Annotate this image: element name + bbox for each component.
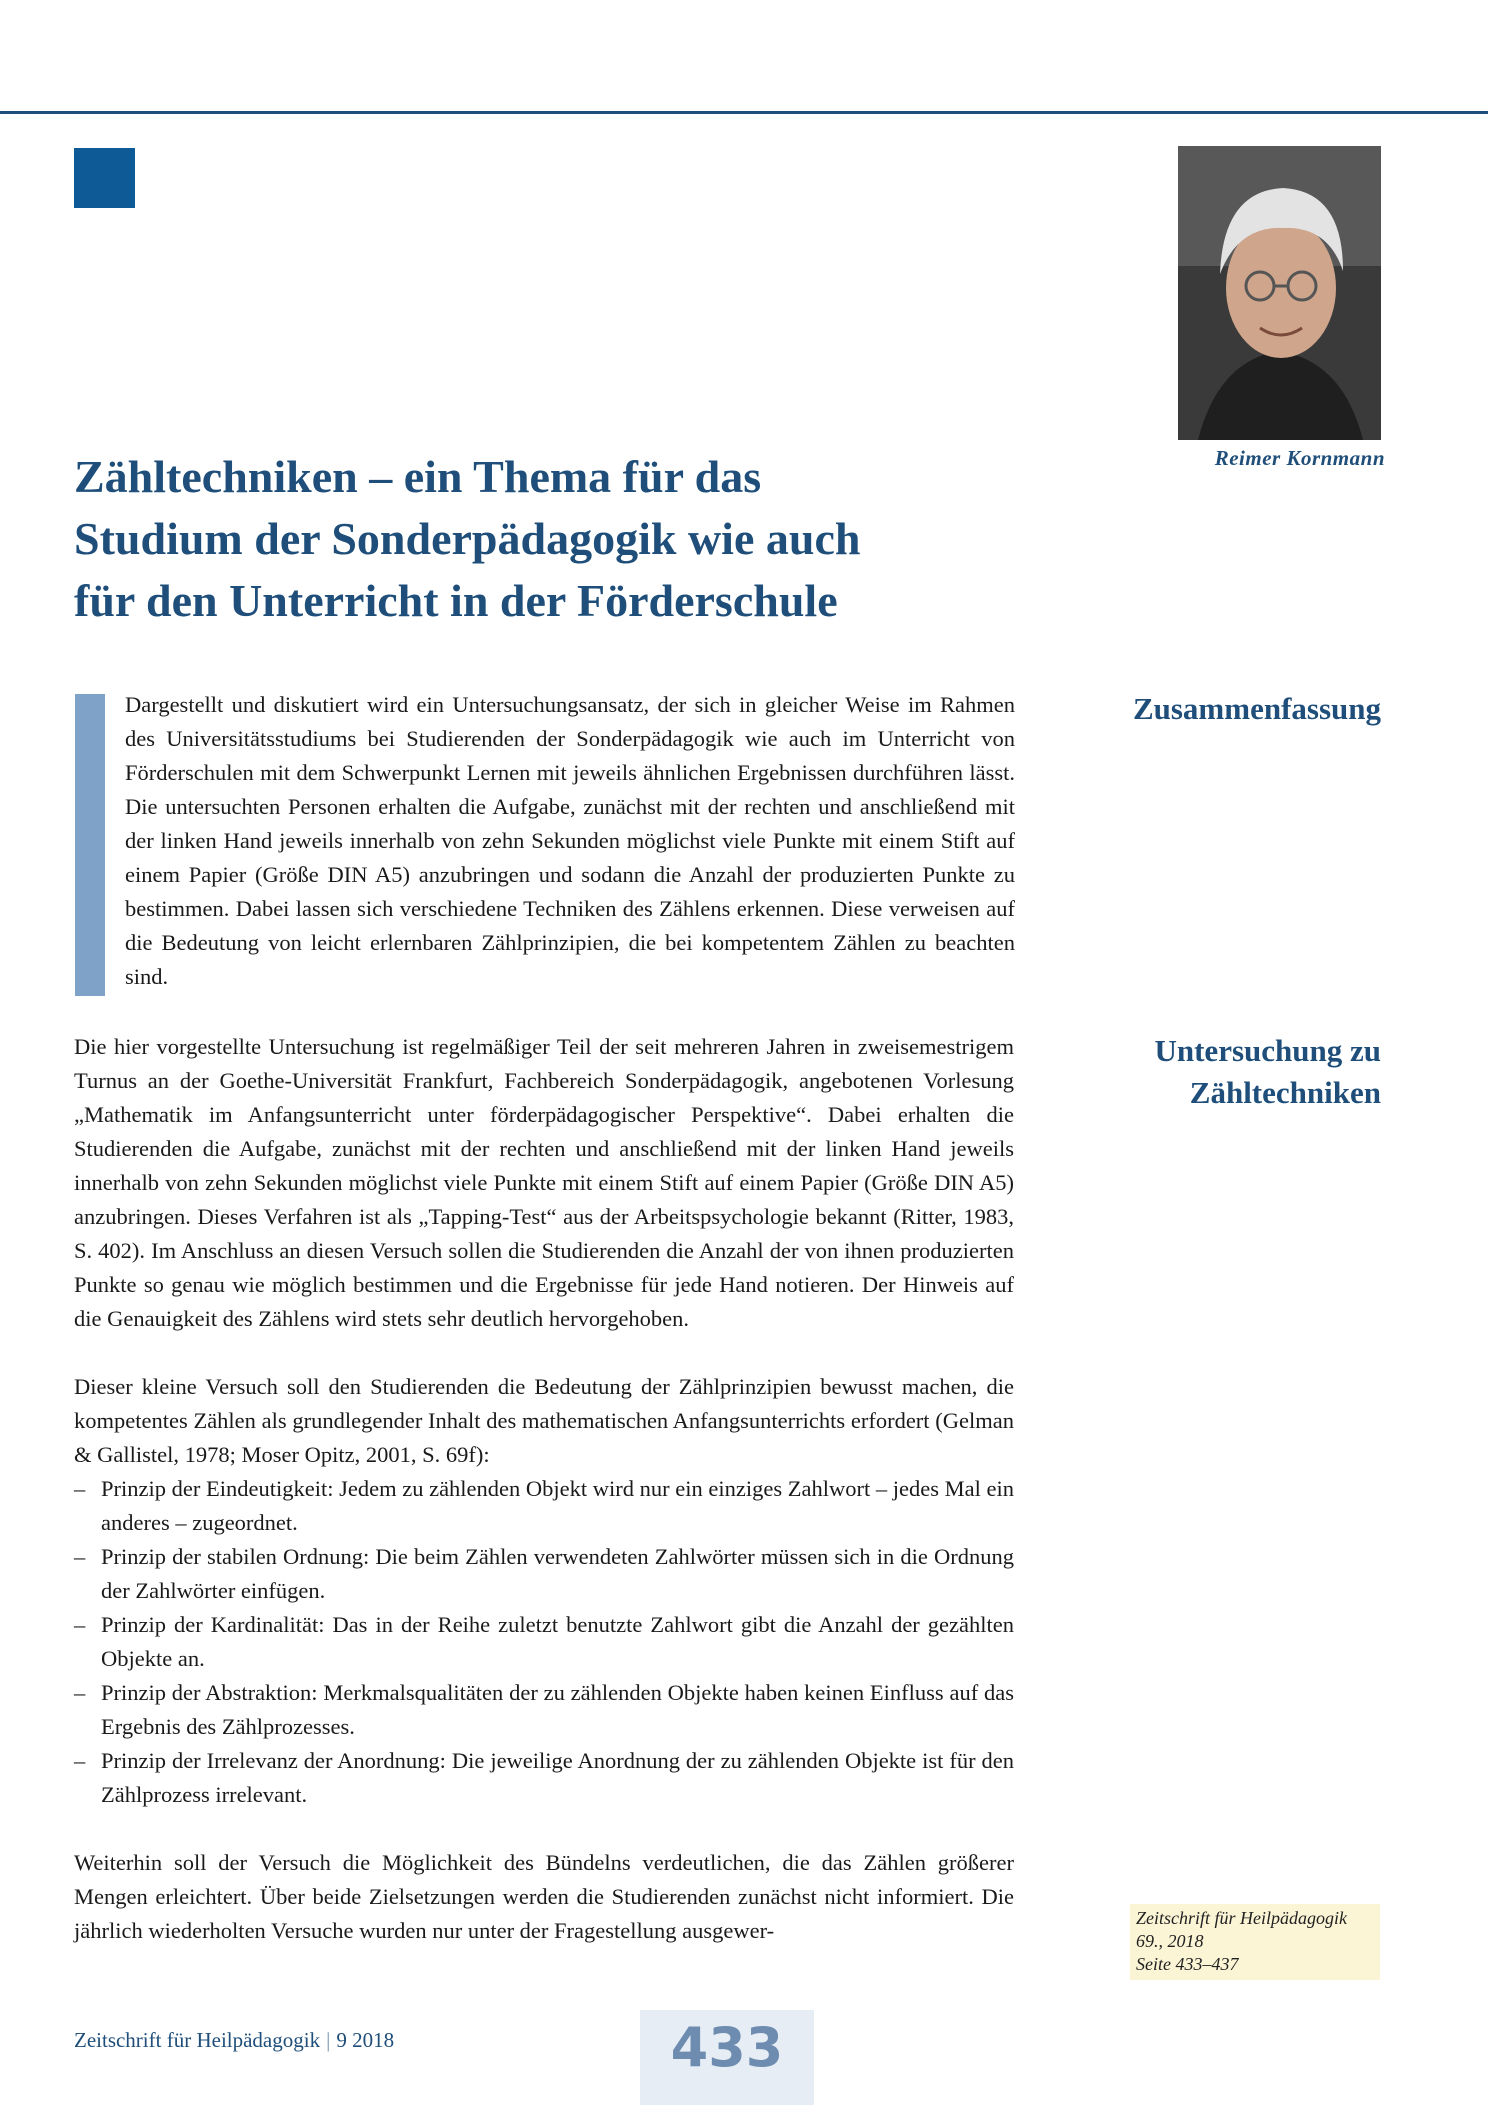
abstract-heading: Zusammenfassung [1132, 691, 1381, 726]
list-item [74, 1608, 1014, 1676]
list-item [74, 1540, 1014, 1608]
list-dash: – [74, 1612, 86, 1637]
body-paragraph: Weiterhin soll der Versuch die Möglichkeit des Bündelns verdeutlichen, die das Zählen größerer Mengen erleichtert. Über beide Zielsetzungen werden die Studierenden zunächst nicht informiert. Die jährlich wiederholten Versuche wurden nur unter der Fragestellung ausgewer- [74, 1850, 1014, 1943]
list-item-text: Prinzip der stabilen Ordnung: Die beim Zählen verwendeten Zahlwörter müssen sich in die Ordnung der Zahlwörter einfügen. [101, 1544, 1014, 1603]
article-body [74, 1030, 1014, 1948]
body-paragraph: Dieser kleine Versuch soll den Studierenden die Bedeutung der Zählprinzipien bewusst machen, die kompetentes Zählen als grundlegender Inhalt des mathematischen Anfangsunterrichts erfordert (Gelman & Gallistel, 1978; Moser Opitz, 2001, S. 69f): [74, 1374, 1014, 1467]
abstract-text: Dargestellt und diskutiert wird ein Untersuchungsansatz, der sich in gleicher Weise im Rahmen des Universitätsstudiums bei Studierenden der Sonderpädagogik wie auch im Unterricht von Förderschulen mit dem Schwerpunkt Lernen mit jeweils ähnlichen Ergebnissen durchführen lässt. Die untersuchten Personen erhalten die Aufgabe, zunächst mit der rechten und anschließend mit der linken Hand jeweils innerhalb von zehn Sekunden möglichst viele Punkte mit einem Stift auf einem Papier (Größe DIN A5) anzubringen und sodann die Anzahl der produzierten Punkte zu bestimmen. Dabei lassen sich verschiedene Techniken des Zählens erkennen. Diese verweisen auf die Bedeutung von leicht erlernbaren Zählprinzipien, die bei kompetentem Zählen zu beachten sind. [125, 692, 1015, 989]
list-dash: – [74, 1544, 86, 1569]
list-item [74, 1744, 1014, 1812]
list-item-text: Prinzip der Irrelevanz der Anordnung: Die jeweilige Anordnung der zu zählenden Objekte ist für den Zählprozess irrelevant. [101, 1748, 1014, 1807]
list-item [74, 1676, 1014, 1744]
footer-journal [74, 2028, 394, 2053]
footer-issue: 9 2018 [336, 2028, 395, 2052]
top-rule [0, 111, 1488, 114]
title-line: für den Unterricht in der Förderschule [74, 575, 838, 626]
section-marker-square [74, 148, 135, 208]
list-dash: – [74, 1476, 86, 1501]
list-item-text: Prinzip der Abstraktion: Merkmalsqualitäten der zu zählenden Objekte haben keinen Einfluss auf das Ergebnis des Zählprozesses. [101, 1680, 1014, 1739]
citation-journal: Zeitschrift für Heilpädagogik [1136, 1908, 1347, 1928]
author-name: Reimer Kornmann [1214, 446, 1385, 470]
list-item-text: Prinzip der Eindeutigkeit: Jedem zu zählenden Objekt wird nur ein einziges Zahlwort – jedes Mal ein anderes – zugeordnet. [101, 1476, 1014, 1535]
footer-separator: | [326, 2028, 331, 2052]
article-title [74, 446, 1034, 632]
principles-list [74, 1472, 1014, 1812]
footer-journal-name: Zeitschrift für Heilpädagogik [74, 2028, 321, 2052]
page-number: 433 [670, 2016, 784, 2079]
list-dash: – [74, 1748, 86, 1773]
list-item-text: Prinzip der Kardinalität: Das in der Reihe zuletzt benutzte Zahlwort gibt die Anzahl der gezählten Objekte an. [101, 1612, 1014, 1671]
body-paragraph: Die hier vorgestellte Untersuchung ist regelmäßiger Teil der seit mehreren Jahren in zweisemestrigem Turnus an der Goethe-Universität Frankfurt, Fachbereich Sonderpädagogik, angebotenen Vorlesung „Mathematik im Anfangsunterricht unter förderpädagogischer Perspektive“. Dabei erhalten die Studierenden die Aufgabe, zunächst mit der rechten und anschließend mit der linken Hand jeweils innerhalb von zehn Sekunden möglichst viele Punkte mit einem Stift auf einem Papier (Größe DIN A5) anzubringen. Dieses Verfahren ist als „Tapping-Test“ aus der Arbeitspsychologie bekannt (Ritter, 1983, S. 402). Im Anschluss an diesen Versuch sollen die Studierenden die Anzahl der von ihnen produzierten Punkte so genau wie möglich bestimmen und die Ergebnisse für jede Hand notieren. Der Hinweis auf die Genauigkeit des Zählens wird stets sehr deutlich hervorgehoben. [74, 1034, 1014, 1331]
section-heading [1081, 1030, 1381, 1114]
abstract-bar [75, 694, 105, 996]
section-heading-line: Untersuchung zu [1154, 1033, 1381, 1068]
citation-pages: Seite 433–437 [1136, 1954, 1239, 1974]
title-line: Studium der Sonderpädagogik wie auch [74, 513, 861, 564]
author-photo [1178, 146, 1381, 440]
title-line: Zähltechniken – ein Thema für das [74, 451, 762, 502]
list-item [74, 1472, 1014, 1540]
section-heading-line: Zähltechniken [1189, 1075, 1381, 1110]
citation-volume: 69., 2018 [1136, 1931, 1204, 1951]
list-dash: – [74, 1680, 86, 1705]
citation-box [1130, 1904, 1380, 1980]
